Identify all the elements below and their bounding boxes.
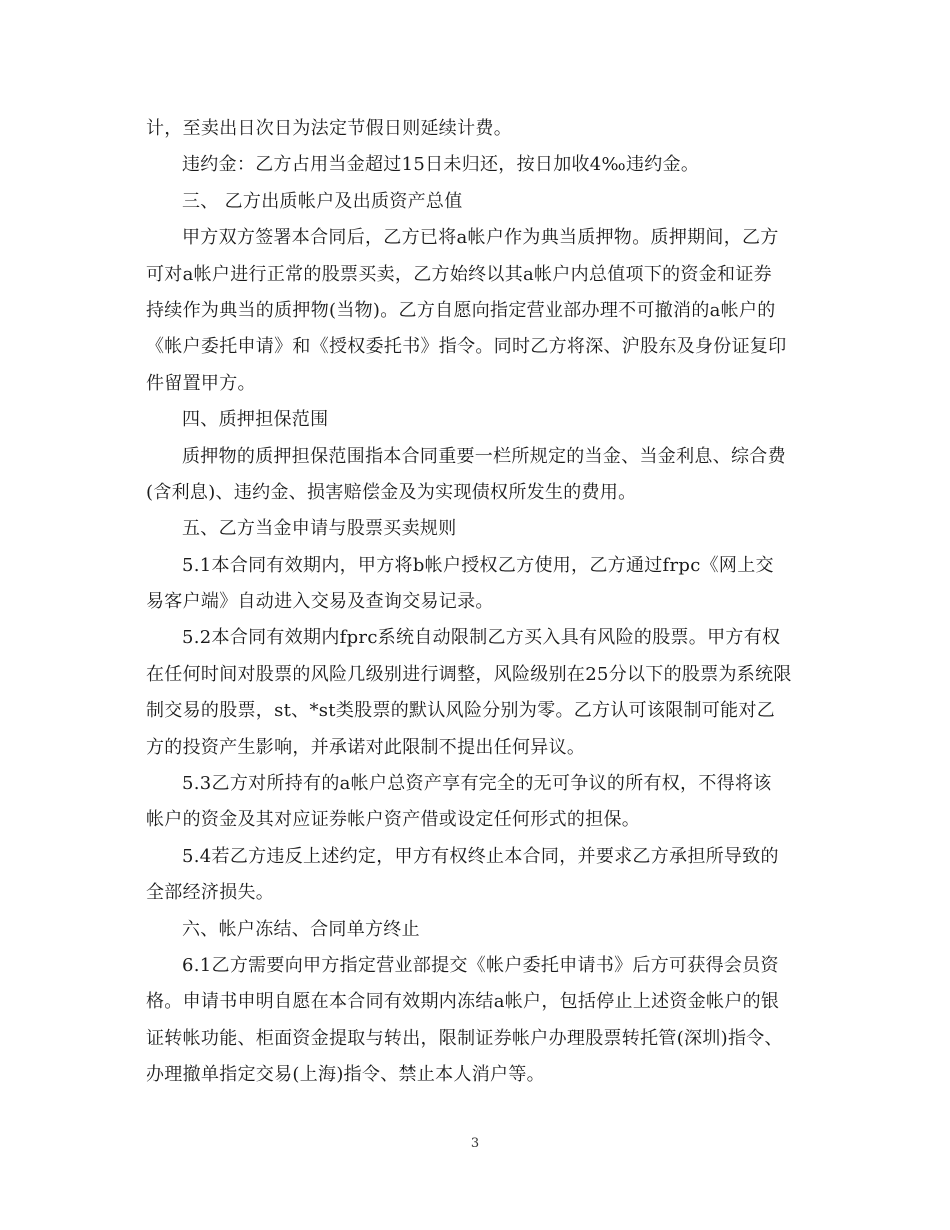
text-line: 证转帐功能、柜面资金提取与转出，限制证券帐户办理股票转托管(深圳)指令、	[146, 1027, 783, 1049]
text-line: 全部经济损失。	[146, 882, 275, 904]
text-line: 甲方双方签署本合同后，乙方已将a帐户作为典当质押物。质押期间，乙方	[182, 227, 779, 249]
text-line: 5.3乙方对所持有的a帐户总资产享有完全的无可争议的所有权，不得将该	[182, 773, 772, 795]
page-number: 3	[470, 1136, 480, 1151]
text-line: 格。申请书申明自愿在本合同有效期内冻结a帐户，包括停止上述资金帐户的银	[146, 991, 780, 1013]
text-line: 可对a帐户进行正常的股票买卖，乙方始终以其a帐户内总值项下的资金和证券	[146, 263, 772, 285]
text-line: 在任何时间对股票的风险几级别进行调整，风险级别在25分以下的股票为系统限	[146, 663, 792, 685]
text-line: 计，至卖出日次日为法定节假日则延续计费。	[146, 118, 512, 139]
text-line: 《帐户委托申请》和《授权委托书》指令。同时乙方将深、沪股东及身份证复印	[146, 336, 787, 358]
text-line: 四、质押担保范围	[182, 409, 329, 431]
text-line: 违约金：乙方占用当金超过15日未归还，按日加收4‰违约金。	[182, 154, 700, 176]
text-line: 5.4若乙方违反上述约定，甲方有权终止本合同，并要求乙方承担所导致的	[182, 845, 779, 867]
text-line: 六、帐户冻结、合同单方终止	[182, 918, 420, 940]
text-line: 五、乙方当金申请与股票买卖规则	[182, 518, 457, 540]
text-line: (含利息)、违约金、损害赔偿金及为实现债权所发生的费用。	[146, 481, 637, 503]
text-line: 三、 乙方出质帐户及出质资产总值	[182, 190, 463, 212]
text-line: 5.1本合同有效期内，甲方将b帐户授权乙方使用，乙方通过frpc《网上交	[182, 554, 774, 576]
text-line: 办理撤单指定交易(上海)指令、禁止本人消户等。	[146, 1064, 545, 1086]
text-line: 6.1乙方需要向甲方指定营业部提交《帐户委托申请书》后方可获得会员资	[182, 954, 779, 976]
text-line: 质押物的质押担保范围指本合同重要一栏所规定的当金、当金利息、综合费	[182, 445, 786, 467]
text-line: 制交易的股票，st、*st类股票的默认风险分别为零。乙方认可该限制可能对乙	[146, 700, 776, 722]
text-line: 易客户端》自动进入交易及查询交易记录。	[146, 591, 494, 613]
text-line: 持续作为典当的质押物(当物)。乙方自愿向指定营业部办理不可撤消的a帐户的	[146, 299, 776, 321]
text-line: 方的投资产生影响，并承诺对此限制不提出任何异议。	[146, 736, 586, 758]
text-line: 帐户的资金及其对应证券帐户资产借或设定任何形式的担保。	[146, 809, 641, 831]
text-line: 5.2本合同有效期内fprc系统自动限制乙方买入具有风险的股票。甲方有权	[182, 627, 781, 649]
document-body	[146, 111, 810, 1094]
text-line: 件留置甲方。	[146, 372, 256, 394]
